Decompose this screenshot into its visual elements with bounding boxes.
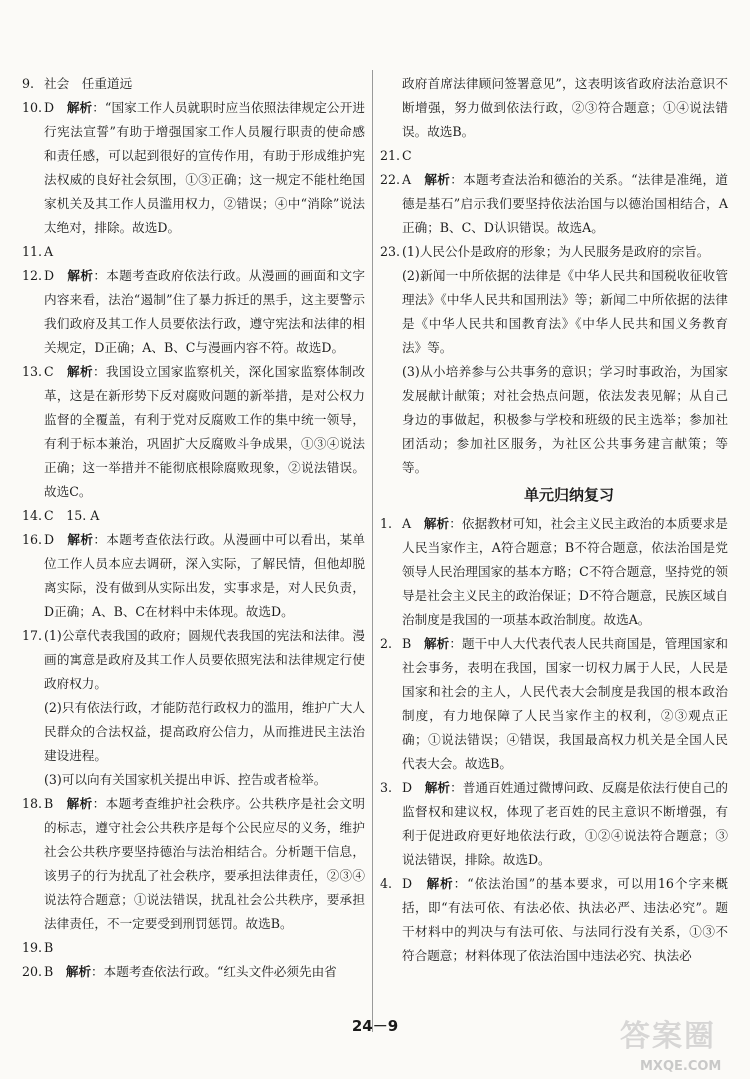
item-number: 1.: [380, 516, 393, 531]
answer-choice: B: [402, 636, 424, 651]
answer-choice: D: [402, 876, 427, 891]
answer-choice: D: [44, 268, 68, 283]
item-number: 10.: [22, 100, 43, 115]
analysis-text: ：“依法治国”的基本要求，可以用16个字来概括，即“有法可依、有法必依、执法必严、违法必究”。题干材料中的判决与有法可依、与法同行没有关系，①③不符合题意；材料体现了依法治国中违法必究、执法必: [402, 876, 729, 963]
item-number: 4.: [380, 876, 393, 891]
answer-item-17: [22, 624, 365, 792]
answer-item-10: [22, 96, 365, 240]
answer-item-21: [380, 144, 728, 168]
left-column: [22, 72, 365, 984]
item-number: 13.: [22, 364, 43, 379]
answer-text: C: [402, 148, 412, 163]
review-item-1: [380, 512, 728, 632]
analysis-label: 解析: [66, 100, 93, 115]
item-number: 2.: [380, 636, 393, 651]
watermark-url: MXQE.COM: [640, 1059, 722, 1074]
answer-choice: D: [44, 100, 67, 115]
analysis-text: ：普通百姓通过微博问政、反腐是依法行使自己的监督权和建议权，体现了老百姓的民主意识不断增强，有利于促进政府更好地依法行政，①②④说法符合题意；③说法错误，排除。故选D。: [402, 780, 729, 867]
answer-item-20: [22, 960, 365, 984]
review-item-4: [380, 872, 728, 968]
answer-item-16: [22, 528, 365, 624]
answer-choice: B: [44, 796, 67, 811]
item-number: 21.: [380, 148, 401, 163]
answer-item-22: [380, 168, 728, 240]
answer-item-20-continued: [380, 72, 728, 144]
item-number: 12.: [22, 268, 43, 283]
analysis-label: 解析: [426, 876, 454, 891]
review-item-3: [380, 776, 728, 872]
item-number: 20.: [22, 964, 43, 979]
analysis-label: 解析: [66, 796, 93, 811]
item-number: 18.: [22, 796, 43, 811]
analysis-label: 解析: [67, 364, 93, 379]
analysis-label: 解析: [67, 532, 94, 547]
answer-text: 政府首席法律顾问签署意见”，这表明该省政府法治意识不断增强，努力做到依法行政，②③符合题意；①④说法错误。故选B。: [402, 76, 728, 139]
answer-text: C 15. A: [44, 508, 100, 523]
analysis-label: 解析: [423, 516, 450, 531]
item-number: 16.: [22, 532, 43, 547]
analysis-text: ：“国家工作人员就职时应当依照法律规定公开进行宪法宣誓”有助于增强国家工作人员履行职责的使命感和责任感，可以起到很好的宣传作用，有助于形成维护宪法权威的良好社会氛围，①③正确；这一规定不能杜绝国家机关及其工作人员滥用权力，②错误；④中“消除”说法太绝对，排除。故选D。: [44, 100, 365, 235]
answer-choice: D: [402, 780, 425, 795]
answer-choice: D: [44, 532, 68, 547]
answer-item-9: [22, 72, 365, 96]
sub-answer: (1)公章代表我国的政府；圆规代表我国的宪法和法律。漫画的寓意是政府及其工作人员要依照宪法和法律规定行使政府权力。: [44, 628, 365, 691]
sub-answer: (1)人民公仆是政府的形象；为人民服务是政府的宗旨。: [402, 244, 710, 259]
answer-item-11: [22, 240, 365, 264]
item-number: 14.: [22, 508, 43, 523]
analysis-text: ：本题考查依法行政。从漫画中可以看出，某单位工作人员本应去调研，深入实际，了解民情，但他却脱离实际，没有做到从实际出发，实事求是，对人民负责，D正确；A、B、C在材料中未体现。故选D。: [44, 532, 366, 619]
analysis-text: ：本题考查法治和德治的关系。“法律是准绳，道德是基石”启示我们要坚持依法治国与以德治国相结合，A正确；B、C、D认识错误。故选A。: [402, 172, 728, 235]
item-number: 9.: [22, 76, 35, 91]
analysis-label: 解析: [424, 172, 451, 187]
item-number: 23.: [380, 244, 401, 259]
analysis-label: 解析: [424, 636, 450, 651]
item-number: 11.: [22, 244, 43, 259]
sub-answer: (3)从小培养参与公共事务的意识；学习时事政治，为国家发展献计献策；对社会热点问题，依法发表见解；从自己身边的事做起，积极参与学校和班级的民主选举；参加社团活动；参加社区服务，为社区公共事务建言献策；等等。: [402, 364, 728, 475]
answer-item-12: [22, 264, 365, 360]
item-number: 17.: [22, 628, 43, 643]
analysis-label: 解析: [67, 268, 94, 283]
analysis-text: ：本题考查政府依法行政。从漫画的画面和文字内容来看，法治“遏制”住了暴力拆迁的黑手，这主要警示我们政府及其工作人员要依法行政，遵守宪法和法律的相关规定，D正确；A、B、C与漫画内容不符。故选D。: [44, 268, 366, 355]
analysis-text: ：题干中人大代表代表人民共商国是，管理国家和社会事务，表明在我国，国家一切权力属于人民，人民是国家和社会的主人，人民代表大会制度是我国的根本政治制度，有力地保障了人民当家作主的权利，②③观点正确；①说法错误；④错误，我国最高权力机关是全国人民代表大会。故选B。: [402, 636, 728, 771]
sub-answer: (2)新闻一中所依据的法律是《中华人民共和国税收征收管理法》《中华人民共和国刑法》等；新闻二中所依据的法律是《中华人民共和国教育法》《中华人民共和国义务教育法》等。: [402, 268, 728, 355]
answer-choice: B: [44, 964, 66, 979]
answer-choice: A: [402, 172, 425, 187]
answer-item-19: [22, 936, 365, 960]
sub-answer: (2)只有依法行政，才能防范行政权力的滥用，维护广大人民群众的合法权益，提高政府公信力，从而推进民主法治建设进程。: [44, 700, 365, 763]
page-number: 24－9: [351, 1017, 399, 1035]
analysis-text: ：本题考查维护社会秩序。公共秩序是社会文明的标志，遵守社会公共秩序是每个公民应尽的义务，维护社会公共秩序要坚持德治与法治相结合。分析题干信息，该男子的行为扰乱了社会秩序，要承担法律责任，②③④说法符合题意；①说法错误，扰乱社会公共秩序，要承担法律责任，不一定要受到刑罚惩罚。故选B。: [44, 796, 365, 931]
section-title: 单元归纳复习: [523, 486, 614, 504]
analysis-label: 解析: [424, 780, 451, 795]
analysis-label: 解析: [65, 964, 92, 979]
review-item-2: [380, 632, 728, 776]
watermark-logo: 答案圈: [620, 1019, 716, 1054]
right-column: [380, 72, 728, 968]
answer-text: 社会 任重道远: [44, 76, 133, 91]
answer-item-23: [380, 240, 728, 480]
analysis-text: ：依据教材可知，社会主义民主政治的本质要求是人民当家作主，A符合题意；B不符合题意，依法治国是党领导人民治理国家的基本方略；C不符合题意，坚持党的领导是社会主义民主的政治保证；D不符合题意，民族区域自治制度是我国的一项基本政治制度。故选A。: [402, 516, 729, 627]
answer-item-18: [22, 792, 365, 936]
answer-item-14: [22, 504, 365, 528]
sub-answer: (3)可以向有关国家机关提出申诉、控告或者检举。: [44, 772, 327, 787]
column-divider: [372, 70, 373, 1032]
answer-choice: A: [402, 516, 424, 531]
item-number: 22.: [380, 172, 401, 187]
item-number: 19.: [22, 940, 43, 955]
answer-choice: C: [44, 364, 67, 379]
analysis-text: ：本题考查依法行政。“红头文件必须先由省: [91, 964, 337, 979]
answer-text: A: [44, 244, 54, 259]
answer-text: B: [44, 940, 54, 955]
analysis-text: ：我国设立国家监察机关，深化国家监察体制改革，这是在新形势下反对腐败问题的新举措，是对公权力监督的全覆盖，有利于党对反腐败工作的集中统一领导，有利于标本兼治，巩固扩大反腐败斗争成果，①③④说法正确；这一举措并不能彻底根除腐败现象，②说法错误。故选C。: [44, 364, 366, 499]
answer-item-13: [22, 360, 365, 504]
item-number: 3.: [380, 780, 393, 795]
